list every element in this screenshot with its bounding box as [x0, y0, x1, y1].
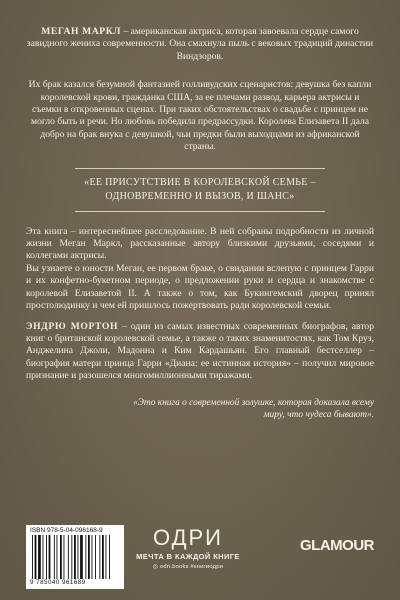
intro-name: МЕГАН МАРКЛ	[41, 26, 122, 37]
intro-text: – американская актриса, которая завоевала сердце самого завидного жениха современности. Она смахнула пыль с вековых традиций династии Виндзоров.	[26, 26, 374, 62]
isbn-text: ISBN 978-5-04-096168-9	[30, 527, 103, 534]
glamour-logo: GLAMOUR	[300, 537, 374, 554]
barcode-digits: 9 785040 961689	[30, 579, 86, 586]
publisher-logo	[128, 527, 248, 571]
press-quote: «Это книга о современной золушке, которая доказала всему миру, что чудеса бывают».	[133, 397, 374, 420]
author-bio	[26, 321, 374, 383]
pull-quote: «ЕЕ ПРИСУТСТВИЕ В КОРОЛЕВСКОЙ СЕМЬЕ – ОДНОВРЕМЕННО И ВЫЗОВ, И ШАНС»	[75, 168, 325, 212]
intro-paragraph	[26, 26, 374, 63]
publisher-tagline: МЕЧТА В КАЖДОЙ КНИГЕ	[136, 552, 240, 561]
publisher-brand: ОДРИ	[152, 525, 223, 550]
cover-footer	[26, 525, 374, 595]
isbn-barcode	[26, 525, 124, 589]
publisher-social: ◎ odri.books #книгиодри	[152, 564, 224, 570]
book-contents: Вы узнаете о юности Меган, ее первом браке, о свидании вслепую с принцем Гарри и их конфетно-букетном периоде, о предложении руки и сердца и знакомстве с королевой Елизаветой II. А также о том, как Букингемский дворец принял простолюдинку и чем ей пришлось пожертвовать ради королевской семьи.	[26, 262, 374, 312]
barcode-bars	[30, 535, 120, 579]
author-text: – один из самых известных современных биографов, автор книг о британской королевской семье, а также о таких знаменитостях, как Том Круз, Анджелина Джоли, Мадонна и Ким Кардашьян. Его главный бестселлер – биография матери принца Гарри «Диана: ее истинная история» – получил мировое признание и разошелся многомиллионными тиражами.	[26, 320, 374, 382]
author-name: ЭНДРЮ МОРТОН	[26, 320, 119, 332]
marriage-paragraph: Их брак казался безумной фантазией голливудских сценаристов: девушка без капли королевской крови, гражданка США, за ее плечами развод, карьера актрисы и съемки в откровенных сценах. При таких обстоятельствах о свадьбе с принцем не могло быть и речи. Но любовь победила предрассудки. Королева Елизавета II дала добро на брак внука с девушкой, чьи предки были выходцами из африканской страны.	[28, 79, 372, 153]
book-description: Эта книга – интереснейшее расследование. В ней собраны подробности из личной жизни Меган Маркл, рассказанные автору близкими друзьями, соседями и коллегами актрисы.	[26, 225, 374, 262]
